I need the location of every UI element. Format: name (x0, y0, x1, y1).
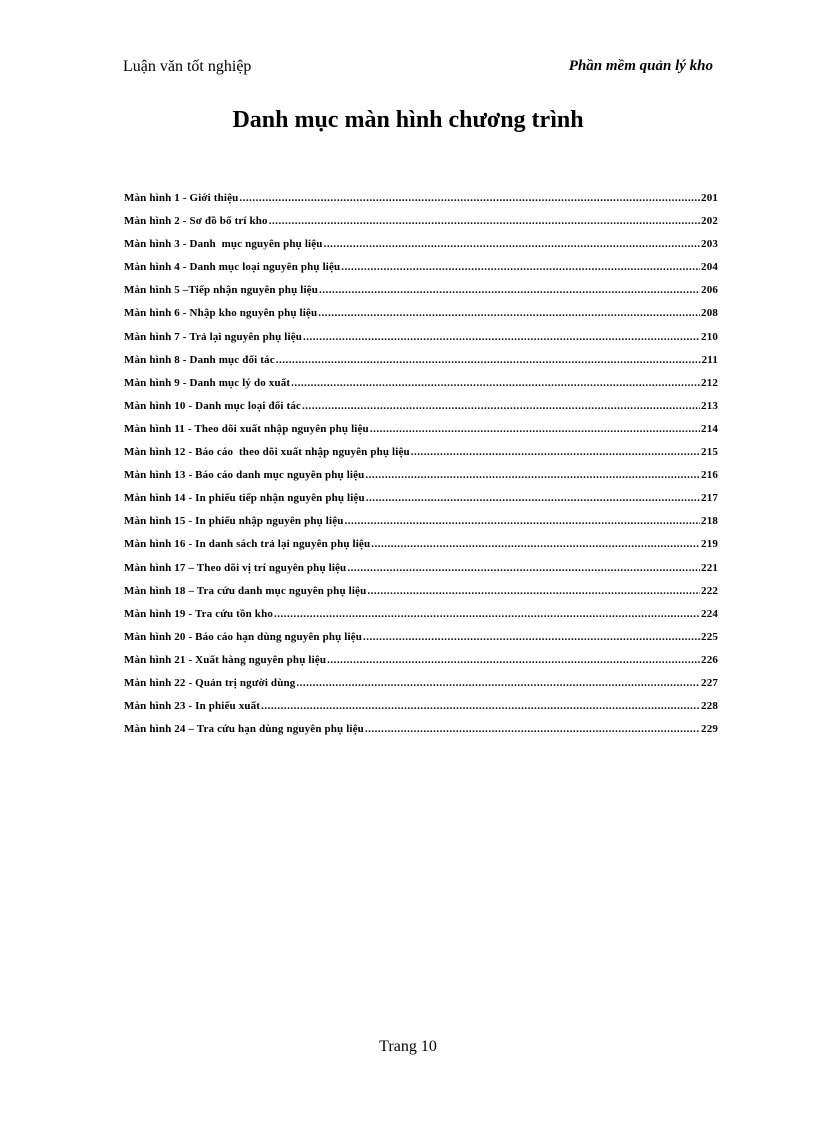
toc-entry (124, 700, 718, 723)
dot-leader (318, 307, 700, 319)
dot-leader (276, 354, 701, 366)
toc-entry (124, 631, 718, 654)
toc-entry-page: 221 (701, 561, 718, 574)
toc-entry (124, 492, 718, 515)
dot-leader (365, 723, 700, 735)
toc-entry (124, 215, 718, 238)
toc-entry-label: Màn hình 19 - Tra cứu tồn kho (124, 607, 273, 620)
toc-entry-page: 203 (701, 238, 718, 251)
toc-entry-label: Màn hình 3 - Danh mục nguyên phụ liệu (124, 238, 323, 251)
toc-entry (124, 608, 718, 631)
dot-leader (296, 677, 700, 689)
toc-entry-page: 224 (701, 607, 718, 620)
dot-leader (341, 261, 700, 273)
page-header-right: Phần mềm quản lý kho (568, 58, 713, 74)
toc-entry-page: 218 (701, 515, 718, 528)
toc-entry-label: Màn hình 6 - Nhập kho nguyên phụ liệu (124, 307, 318, 320)
toc-entry-label: Màn hình 7 - Trả lại nguyên phụ liệu (124, 330, 302, 343)
toc-entry (124, 654, 718, 677)
toc-entry-label: Màn hình 14 - In phiếu tiếp nhận nguyên phụ liệu (124, 492, 365, 505)
toc-entry-label: Màn hình 12 - Báo cáo theo dõi xuất nhập nguyên phụ liệu (124, 446, 410, 459)
toc-entry-page: 204 (701, 261, 718, 274)
toc-entry-page: 201 (701, 192, 718, 204)
toc-entry-page: 206 (701, 284, 718, 297)
dot-leader (319, 284, 700, 296)
page-number-footer: Trang 10 (379, 1038, 437, 1055)
toc-entry (124, 469, 718, 492)
toc-entry-page: 226 (701, 653, 718, 666)
page-header-left: Luận văn tốt nghiệp (123, 58, 252, 75)
toc-entry-label: Màn hình 24 – Tra cứu hạn dùng nguyên phụ liệu (124, 723, 364, 736)
dot-leader (365, 469, 700, 481)
toc-entry-label: Màn hình 15 - In phiếu nhập nguyên phụ liệu (124, 515, 344, 528)
dot-leader (327, 654, 700, 666)
toc-entry-page: 227 (701, 676, 718, 689)
toc-entry-label: Màn hình 20 - Báo cáo hạn dùng nguyên phụ liệu (124, 630, 362, 643)
toc-entry-label: Màn hình 8 - Danh mục đối tác (124, 353, 275, 366)
toc-entry (124, 354, 718, 377)
dot-leader (261, 700, 700, 712)
screen-list (124, 192, 718, 746)
toc-entry-page: 217 (701, 492, 718, 505)
toc-entry-page: 219 (701, 538, 718, 551)
toc-entry-label: Màn hình 9 - Danh mục lý do xuất (124, 376, 291, 389)
dot-leader (302, 400, 700, 412)
toc-entry-label: Màn hình 4 - Danh mục loại nguyên phụ liệu (124, 261, 341, 274)
dot-leader (370, 423, 700, 435)
toc-entry-page: 202 (701, 215, 718, 228)
toc-entry (124, 377, 718, 400)
toc-entry-label: Màn hình 21 - Xuất hàng nguyên phụ liệu (124, 653, 327, 666)
toc-entry-page: 214 (701, 422, 718, 435)
toc-entry-page: 216 (701, 469, 718, 482)
dot-leader (274, 608, 700, 620)
toc-entry (124, 562, 718, 585)
dot-leader (363, 631, 700, 643)
dot-leader (411, 446, 700, 458)
dot-leader (347, 562, 700, 574)
toc-entry (124, 723, 718, 746)
toc-entry-label: Màn hình 16 - In danh sách trả lại nguyên phụ liệu (124, 538, 371, 551)
toc-entry (124, 677, 718, 700)
toc-entry (124, 538, 718, 561)
dot-leader (291, 377, 700, 389)
toc-entry-page: 213 (701, 399, 718, 412)
toc-entry (124, 585, 718, 608)
toc-entry-label: Màn hình 2 - Sơ đồ bố trí kho (124, 215, 268, 228)
toc-entry (124, 515, 718, 538)
toc-entry (124, 238, 718, 261)
toc-entry-page: 228 (701, 700, 718, 713)
toc-entry-page: 212 (701, 376, 718, 389)
dot-leader (239, 192, 700, 204)
toc-entry-label: Màn hình 18 – Tra cứu danh mục nguyên phụ liệu (124, 584, 367, 597)
toc-entry-label: Màn hình 11 - Theo dõi xuất nhập nguyên phụ liệu (124, 422, 369, 435)
dot-leader (366, 492, 700, 504)
toc-entry-page: 225 (701, 630, 718, 643)
toc-entry-page: 211 (701, 353, 718, 366)
toc-entry (124, 307, 718, 330)
toc-entry-page: 222 (701, 584, 718, 597)
toc-entry (124, 192, 718, 215)
toc-entry-label: Màn hình 23 - In phiếu xuất (124, 700, 261, 713)
toc-entry (124, 400, 718, 423)
dot-leader (345, 515, 701, 527)
dot-leader (367, 585, 700, 597)
toc-entry-page: 208 (701, 307, 718, 320)
dot-leader (324, 238, 700, 250)
toc-entry-page: 210 (701, 330, 718, 343)
toc-entry (124, 423, 718, 446)
dot-leader (303, 331, 700, 343)
toc-entry (124, 261, 718, 284)
toc-entry-label: Màn hình 17 – Theo dõi vị trí nguyên phụ liệu (124, 561, 347, 574)
toc-entry-label: Màn hình 13 - Báo cáo danh mục nguyên phụ liệu (124, 469, 365, 482)
page-title: Danh mục màn hình chương trình (232, 107, 584, 133)
toc-entry-label: Màn hình 22 - Quản trị người dùng (124, 676, 296, 689)
toc-entry-page: 229 (701, 723, 718, 736)
toc-entry-label: Màn hình 5 –Tiếp nhận nguyên phụ liệu (124, 284, 318, 297)
toc-entry-page: 215 (701, 446, 718, 459)
dot-leader (269, 215, 700, 227)
toc-entry (124, 331, 718, 354)
toc-entry-label: Màn hình 1 - Giới thiệu (124, 192, 239, 204)
dot-leader (371, 538, 700, 550)
toc-entry (124, 446, 718, 469)
toc-entry (124, 284, 718, 307)
toc-entry-label: Màn hình 10 - Danh mục loại đối tác (124, 399, 301, 412)
